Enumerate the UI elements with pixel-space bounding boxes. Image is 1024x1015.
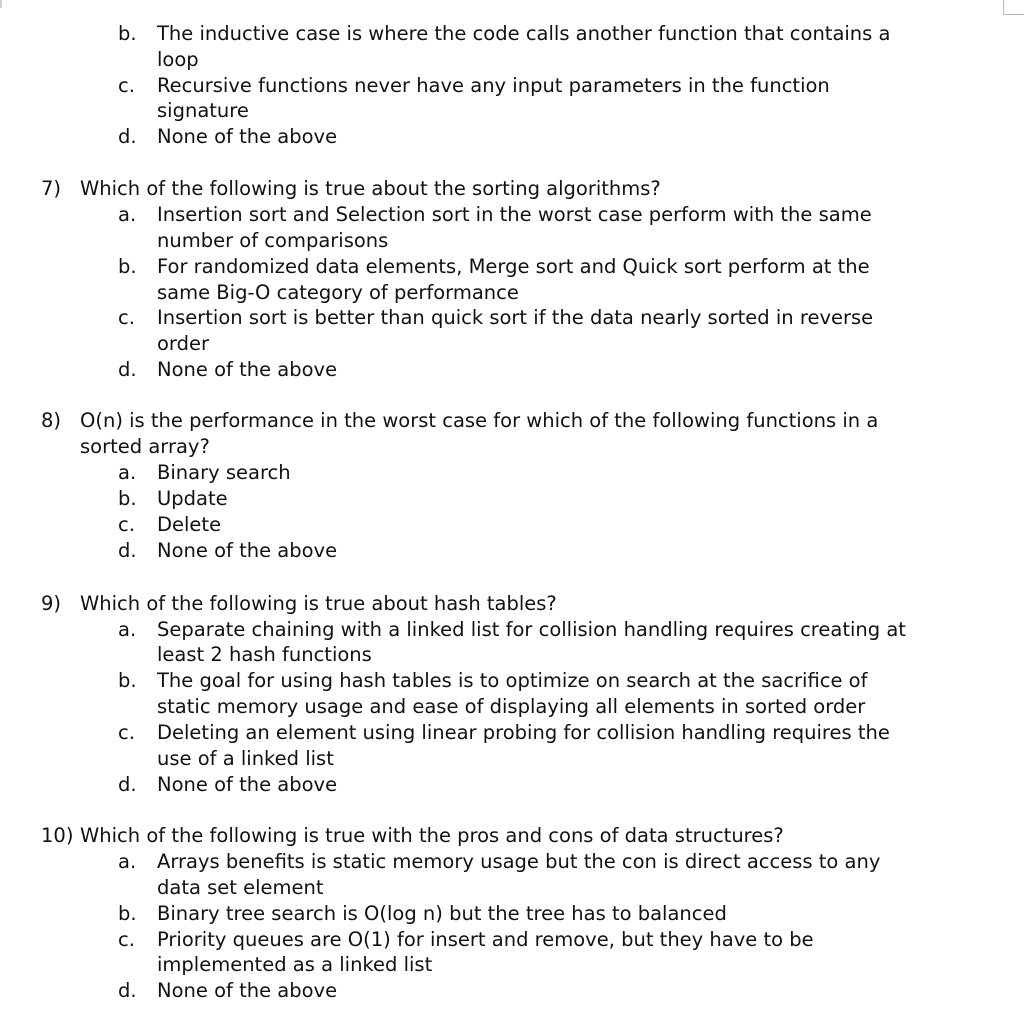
option-letter: d. xyxy=(118,125,137,148)
page-corner-mark xyxy=(1003,0,1024,15)
option-text: Binary search xyxy=(157,461,291,484)
page-edge-mark xyxy=(0,0,2,8)
question-text: Which of the following is true about the sorting algorithms? xyxy=(80,177,661,200)
option-text: None of the above xyxy=(157,125,338,148)
option-text: Recursive functions never have any input parameters in the function xyxy=(157,74,830,97)
option-letter: b. xyxy=(118,22,137,45)
option-letter: a. xyxy=(118,203,137,226)
option-text: The goal for using hash tables is to optimize on search at the sacrifice of xyxy=(157,669,868,692)
option-text: order xyxy=(157,332,209,355)
question-text: Which of the following is true about hash tables? xyxy=(80,592,557,615)
option-text: Insertion sort and Selection sort in the worst case perform with the same xyxy=(157,203,872,226)
option-letter: a. xyxy=(118,461,137,484)
option-letter: d. xyxy=(118,773,137,796)
option-text: Deleting an element using linear probing for collision handling requires the xyxy=(157,721,890,744)
option-text: number of comparisons xyxy=(157,229,389,252)
option-letter: c. xyxy=(118,513,135,536)
option-text: Insertion sort is better than quick sort if the data nearly sorted in reverse xyxy=(157,306,874,329)
question-number: 10) xyxy=(41,824,74,847)
option-text: Priority queues are O(1) for insert and remove, but they have to be xyxy=(157,928,814,951)
option-letter: c. xyxy=(118,928,135,951)
option-text: same Big-O category of performance xyxy=(157,281,519,304)
option-text: use of a linked list xyxy=(157,747,334,770)
option-text: Delete xyxy=(157,513,222,536)
option-letter: b. xyxy=(118,255,137,278)
option-text: least 2 hash functions xyxy=(157,643,372,666)
question-text: sorted array? xyxy=(80,435,210,458)
option-text: signature xyxy=(157,99,249,122)
question-number: 9) xyxy=(41,592,62,615)
option-letter: c. xyxy=(118,306,135,329)
option-letter: c. xyxy=(118,74,135,97)
question-number: 8) xyxy=(41,409,62,432)
option-letter: c. xyxy=(118,721,135,744)
option-text: None of the above xyxy=(157,539,338,562)
question-text: Which of the following is true with the pros and cons of data structures? xyxy=(80,824,784,847)
option-text: None of the above xyxy=(157,358,338,381)
option-text: Update xyxy=(157,487,228,510)
option-text: Binary tree search is O(log n) but the tree has to balanced xyxy=(157,902,727,925)
option-text: Arrays benefits is static memory usage but the con is direct access to any xyxy=(157,850,881,873)
option-text: static memory usage and ease of displaying all elements in sorted order xyxy=(157,695,866,718)
question-number: 7) xyxy=(41,177,62,200)
option-letter: b. xyxy=(118,669,137,692)
option-letter: d. xyxy=(118,979,137,1002)
option-text: Separate chaining with a linked list for collision handling requires creating at xyxy=(157,618,906,641)
option-text: For randomized data elements, Merge sort and Quick sort perform at the xyxy=(157,255,870,278)
option-text: data set element xyxy=(157,876,324,899)
option-letter: a. xyxy=(118,618,137,641)
option-text: implemented as a linked list xyxy=(157,953,433,976)
option-text: loop xyxy=(157,48,199,71)
option-text: The inductive case is where the code calls another function that contains a xyxy=(157,22,891,45)
option-letter: b. xyxy=(118,902,137,925)
question-text: O(n) is the performance in the worst case for which of the following functions in a xyxy=(80,409,879,432)
option-letter: d. xyxy=(118,539,137,562)
option-letter: b. xyxy=(118,487,137,510)
option-letter: d. xyxy=(118,358,137,381)
option-text: None of the above xyxy=(157,979,338,1002)
option-text: None of the above xyxy=(157,773,338,796)
option-letter: a. xyxy=(118,850,137,873)
